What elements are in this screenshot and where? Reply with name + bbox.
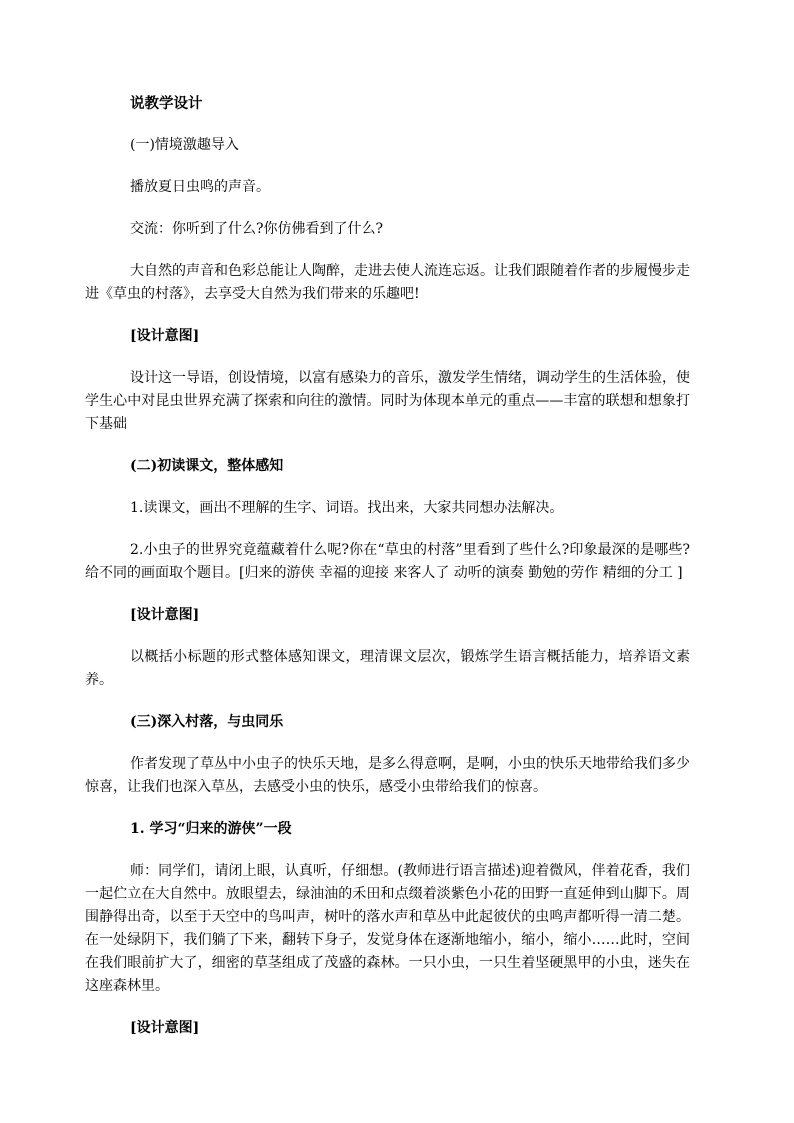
paragraph-insect-joy: 作者发现了草丛中小虫子的快乐天地，是多么得意啊，是啊，小虫的快乐天地带给我们多少惊喜，让我们也深入草丛，去感受小虫的快乐，感受小虫带给我们的惊喜。 <box>85 756 690 795</box>
paragraph-teacher-narration: 师：同学们，请闭上眼，认真听，仔细想。(教师进行语言描述)迎着微风，伴着花香，我们一起伫立在大自然中。放眼望去，绿油油的禾田和点缀着淡紫色小花的田野一直延伸到山脚下。周围静得出奇，以至于天空中的鸟叫声，树叶的落水声和草丛中此起彼伏的虫鸣声都听得一清二楚。在一处绿阴下，我们躺了下来，翻转下身子，发觉身体在逐渐地缩小，缩小，缩小……此时，空间在我们眼前扩大了，细密的草茎组成了茂盛的森林。一只小虫，一只生着坚硬黑甲的小虫，迷失在这座森林里。 <box>85 863 690 994</box>
design-intent-label-1: [设计意图] <box>130 328 200 344</box>
paragraph-insect-world: 2.小虫子的世界究竟蕴藏着什么呢?你在“草虫的村落”里看到了些什么?印象最深的是哪些?给不同的画面取个题目。[归来的游侠 幸福的迎接 来客人了 动听的演奏 勤勉的劳作 精细的分工 ] <box>85 542 690 581</box>
section-two-heading: (二)初读课文，整体感知 <box>130 458 284 474</box>
document-body <box>85 92 690 1040</box>
paragraph-discussion: 交流：你听到了什么?你仿佛看到了什么? <box>130 221 384 237</box>
paragraph-play-sound: 播放夏日虫鸣的声音。 <box>130 179 270 195</box>
design-intent-label-2: [设计意图] <box>130 607 200 623</box>
design-intent-label-3: [设计意图] <box>130 1020 200 1036</box>
section-three-heading: (三)深入村落，与虫同乐 <box>130 714 284 730</box>
section-one-heading: (一)情境激趣导入 <box>130 137 239 153</box>
document-heading: 说教学设计 <box>130 95 203 112</box>
subsection-returning-ranger: 1. 学习“归来的游侠”一段 <box>130 821 292 837</box>
paragraph-design-intent-2: 以概括小标题的形式整体感知课文，理清课文层次，锻炼学生语言概括能力，培养语文素养。 <box>85 649 690 688</box>
paragraph-nature-intro: 大自然的声音和色彩总能让人陶醉，走进去使人流连忘返。让我们跟随着作者的步履慢步走进《草虫的村落》，去享受大自然为我们带来的乐趣吧! <box>85 263 690 302</box>
paragraph-read-text: 1.读课文，画出不理解的生字、词语。找出来，大家共同想办法解决。 <box>130 500 564 516</box>
paragraph-design-intent-1: 设计这一导语，创设情境，以富有感染力的音乐，激发学生情绪，调动学生的生活体验，使学生心中对昆虫世界充满了探索和向往的激情。同时为体现本单元的重点——丰富的联想和想象打下基础 <box>85 370 690 432</box>
